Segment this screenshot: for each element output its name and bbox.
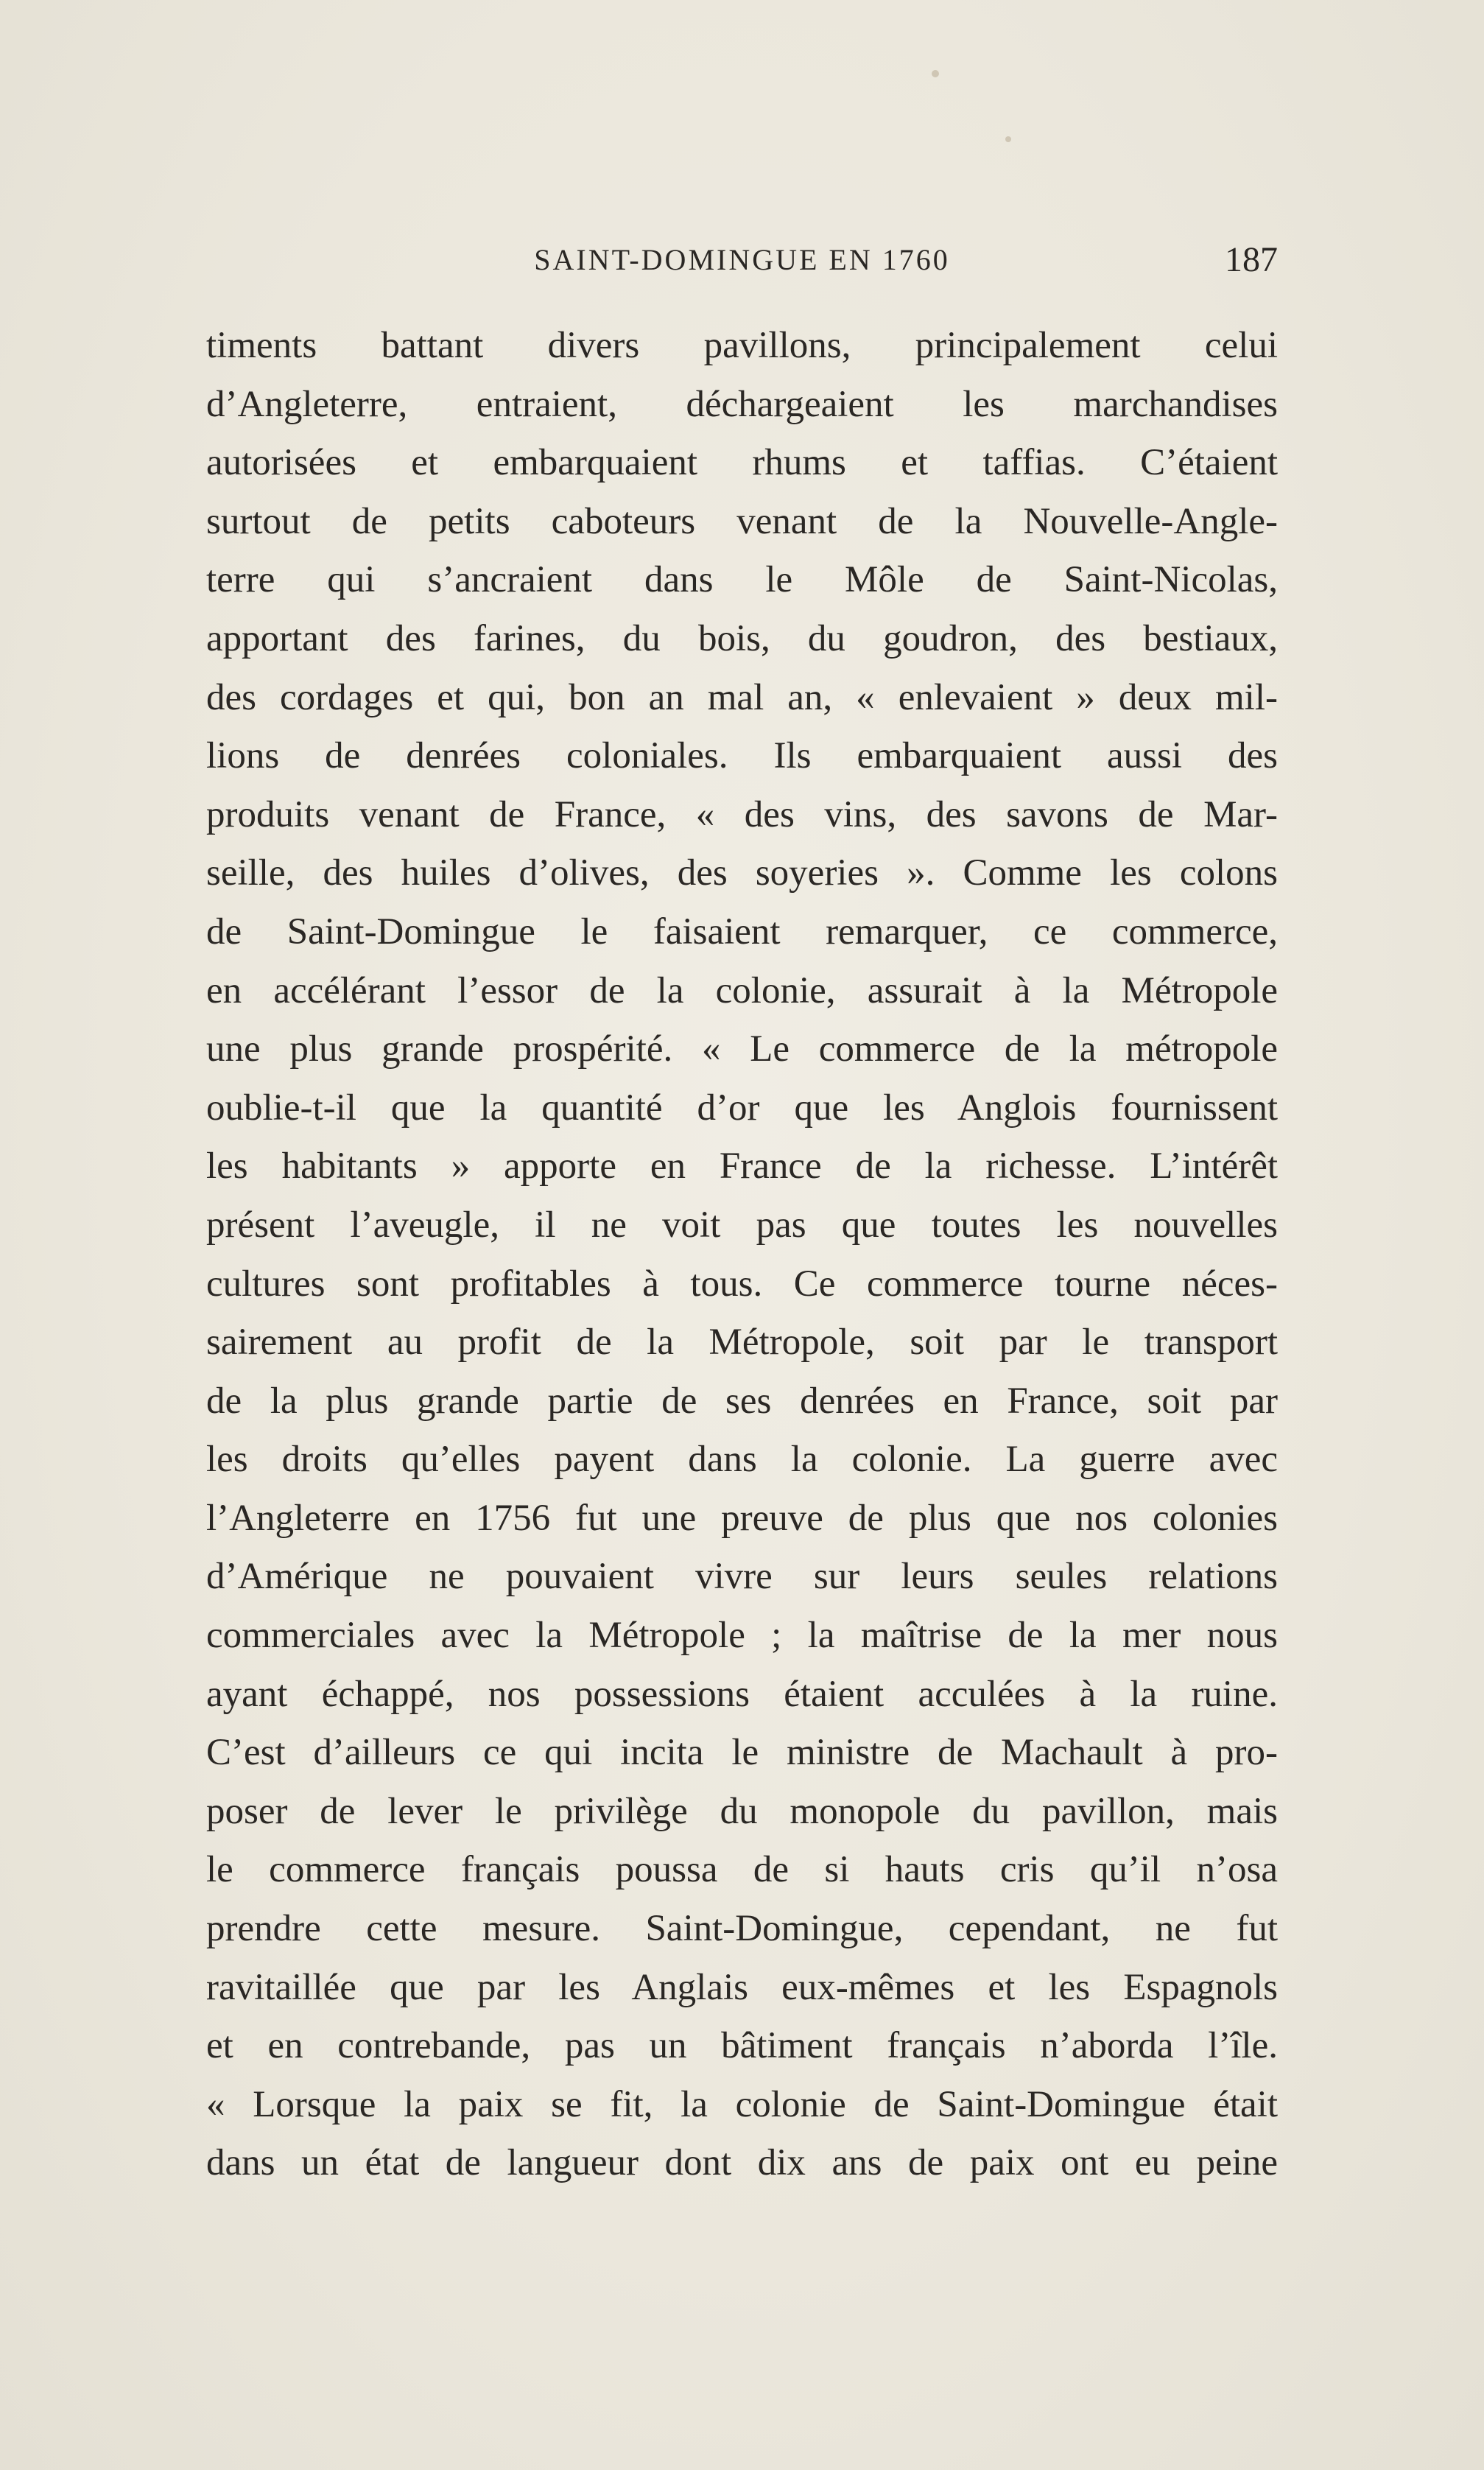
text-line: dans un état de langueur dont dix ans de paix ont eu peine xyxy=(206,2142,1278,2184)
text-line: ayant échappé, nos possessions étaient acculées à la ruine. xyxy=(206,1673,1278,1715)
text-line: poser de lever le privilège du monopole du pavillon, mais xyxy=(206,1790,1278,1832)
text-line: prendre cette mesure. Saint-Domingue, cependant, ne fut xyxy=(206,1908,1278,1950)
text-line: autorisées et embarquaient rhums et taffias. C’étaient xyxy=(206,442,1278,484)
text-line: C’est d’ailleurs ce qui incita le ministre de Machault à pro- xyxy=(206,1732,1278,1774)
text-line: sairement au profit de la Métropole, soit par le transport xyxy=(206,1322,1278,1364)
page-header xyxy=(206,234,1278,286)
text-line: une plus grande prospérité. « Le commerce de la métropole xyxy=(206,1028,1278,1070)
text-line: commerciales avec la Métropole ; la maîtrise de la mer nous xyxy=(206,1615,1278,1657)
paper-speck xyxy=(932,70,939,77)
text-line: oublie-t-il que la quantité d’or que les Anglois fournissent xyxy=(206,1087,1278,1129)
text-line: surtout de petits caboteurs venant de la Nouvelle-Angle- xyxy=(206,500,1278,542)
text-line: des cordages et qui, bon an mal an, « enlevaient » deux mil- xyxy=(206,676,1278,718)
text-line: timents battant divers pavillons, principalement celui xyxy=(206,325,1278,366)
text-line: l’Angleterre en 1756 fut une preuve de plus que nos colonies xyxy=(206,1497,1278,1539)
text-line: d’Angleterre, entraient, déchargeaient les marchandises xyxy=(206,383,1278,425)
text-line: d’Amérique ne pouvaient vivre sur leurs seules relations xyxy=(206,1556,1278,1598)
text-line: apportant des farines, du bois, du goudron, des bestiaux, xyxy=(206,617,1278,659)
text-line: cultures sont profitables à tous. Ce commerce tourne néces- xyxy=(206,1263,1278,1305)
text-line: les droits qu’elles payent dans la colonie. La guerre avec xyxy=(206,1439,1278,1481)
text-line: produits venant de France, « des vins, des savons de Mar- xyxy=(206,793,1278,835)
page-number: 187 xyxy=(1225,240,1278,279)
paper-speck xyxy=(1005,136,1011,142)
text-line: « Lorsque la paix se fit, la colonie de Saint-Domingue était xyxy=(206,2083,1278,2125)
text-line: présent l’aveugle, il ne voit pas que toutes les nouvelles xyxy=(206,1204,1278,1246)
text-line: de Saint-Domingue le faisaient remarquer, ce commerce, xyxy=(206,911,1278,952)
text-line: et en contrebande, pas un bâtiment français n’aborda l’île. xyxy=(206,2025,1278,2067)
text-line: de la plus grande partie de ses denrées en France, soit par xyxy=(206,1380,1278,1422)
body-text xyxy=(206,317,1278,2193)
running-head: SAINT-DOMINGUE EN 1760 xyxy=(534,243,950,276)
text-line: lions de denrées coloniales. Ils embarquaient aussi des xyxy=(206,735,1278,777)
text-line: ravitaillée que par les Anglais eux-mêmes et les Espagnols xyxy=(206,1966,1278,2008)
text-line: en accélérant l’essor de la colonie, assurait à la Métropole xyxy=(206,969,1278,1011)
text-line: terre qui s’ancraient dans le Môle de Saint-Nicolas, xyxy=(206,559,1278,601)
text-line: les habitants » apporte en France de la richesse. L’intérêt xyxy=(206,1145,1278,1187)
text-line: seille, des huiles d’olives, des soyeries ». Comme les colons xyxy=(206,852,1278,894)
text-line: le commerce français poussa de si hauts cris qu’il n’osa xyxy=(206,1849,1278,1891)
